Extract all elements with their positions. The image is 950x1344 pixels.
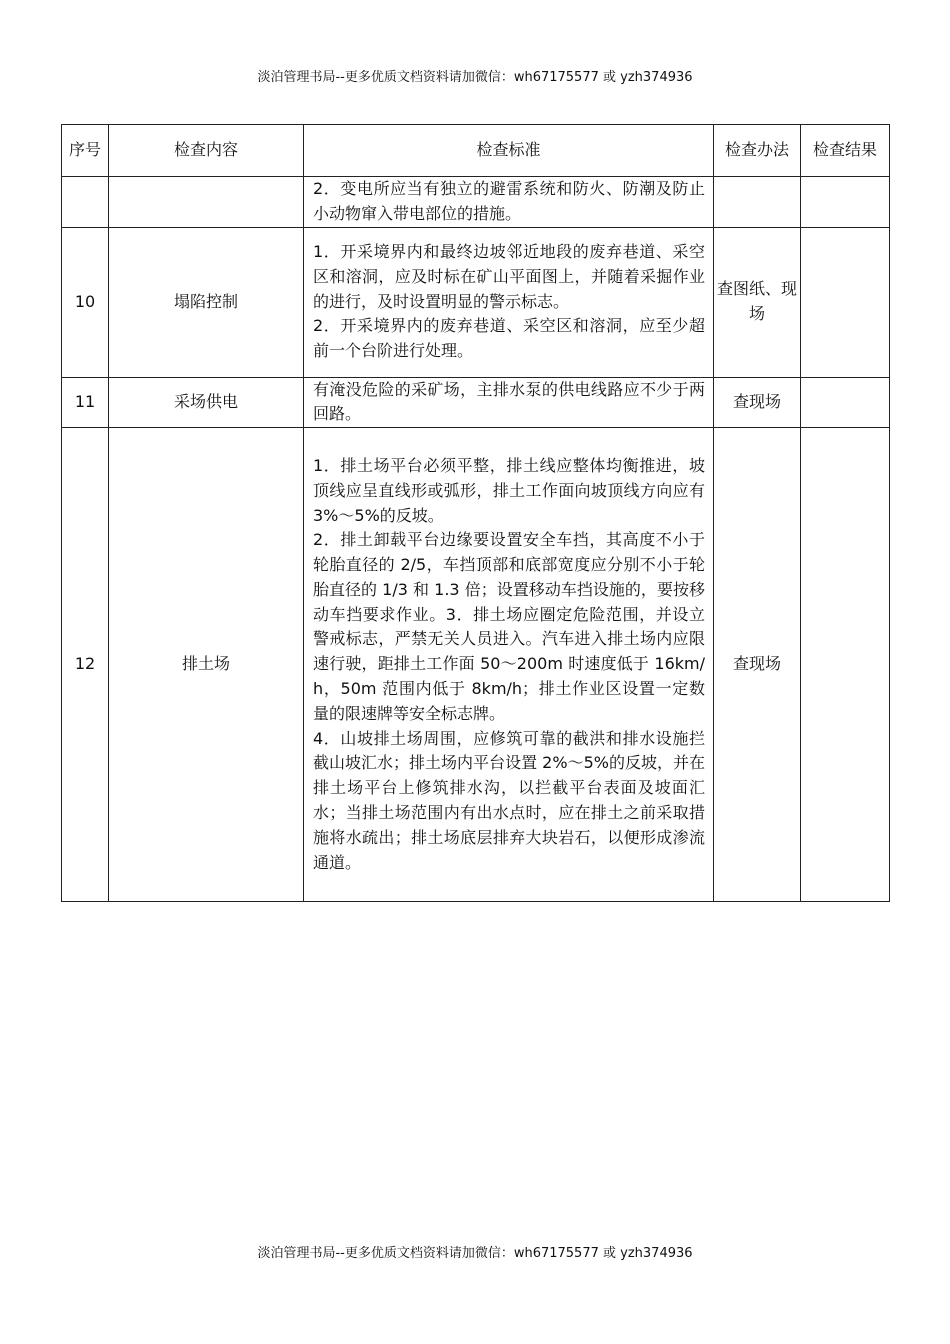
standard-item: 有淹没危险的采矿场，主排水泵的供电线路应不少于两回路。 [313,379,705,424]
row-method [714,177,801,228]
row-content [109,177,304,228]
row-result [801,227,890,377]
standard-item: 2．排土卸载平台边缘要设置安全车挡，其高度不小于轮胎直径的 2/5，车挡顶部和底部宽度应分别不小于轮胎直径的 1/3 和 1.3 倍；设置移动车挡设施的，要按移动车挡要求作业。3．排土场应圈定危险范围，并设立警戒标志，严禁无关人员进入。汽车进入排土场内应限速行驶，距排土工作面 50～200m 时速度低于 16km/h，50m 范围内低于 8km/h；排土作业区设置一定数量的限速牌等安全标志牌。 [313,530,705,723]
column-header-result: 检查结果 [801,125,890,177]
inspection-table [61,124,890,902]
row-no [62,177,109,228]
row-no: 12 [62,428,109,902]
row-standard [304,177,714,228]
page-header: 淡泊管理书局--更多优质文档资料请加微信：wh67175577 或 yzh374936 [257,70,693,85]
column-header-no: 序号 [62,125,109,177]
row-result [801,428,890,902]
row-no: 11 [62,377,109,428]
row-content: 塌陷控制 [109,227,304,377]
table-header-row [62,125,890,177]
standard-item: 2．开采境界内的废弃巷道、采空区和溶洞，应至少超前一个台阶进行处理。 [313,316,705,361]
table-row [62,177,890,228]
row-result [801,177,890,228]
standard-item: 1．排土场平台必须平整，排土线应整体均衡推进，坡顶线应呈直线形或弧形，排土工作面向坡顶线方向应有 3%～5%的反坡。 [313,455,705,525]
standard-item: 2．变电所应当有独立的避雷系统和防火、防潮及防止小动物窜入带电部位的措施。 [313,179,705,223]
row-content: 排土场 [109,428,304,902]
row-standard [304,428,714,902]
row-no: 10 [62,227,109,377]
row-method: 查现场 [714,377,801,428]
row-standard [304,227,714,377]
row-result [801,377,890,428]
row-method: 查图纸、现场 [714,227,801,377]
standard-item: 4．山坡排土场周围，应修筑可靠的截洪和排水设施拦截山坡汇水；排土场内平台设置 2%～5%的反坡，并在排土场平台上修筑排水沟，以拦截平台表面及坡面汇水；当排土场范围内有出水点时，应在排土之前采取措施将水疏出；排土场底层排弃大块岩石，以便形成渗流通道。 [313,728,705,872]
column-header-content: 检查内容 [109,125,304,177]
standard-item: 1．开采境界内和最终边坡邻近地段的废弃巷道、采空区和溶洞，应及时标在矿山平面图上，并随着采掘作业的进行，及时设置明显的警示标志。 [313,242,705,311]
column-header-method: 检查办法 [714,125,801,177]
table-row [62,377,890,428]
page-footer: 淡泊管理书局--更多优质文档资料请加微信：wh67175577 或 yzh374936 [257,1246,693,1261]
column-header-standard: 检查标准 [304,125,714,177]
row-content: 采场供电 [109,377,304,428]
row-standard [304,377,714,428]
table-row [62,227,890,377]
table-row [62,428,890,902]
row-method: 查现场 [714,428,801,902]
